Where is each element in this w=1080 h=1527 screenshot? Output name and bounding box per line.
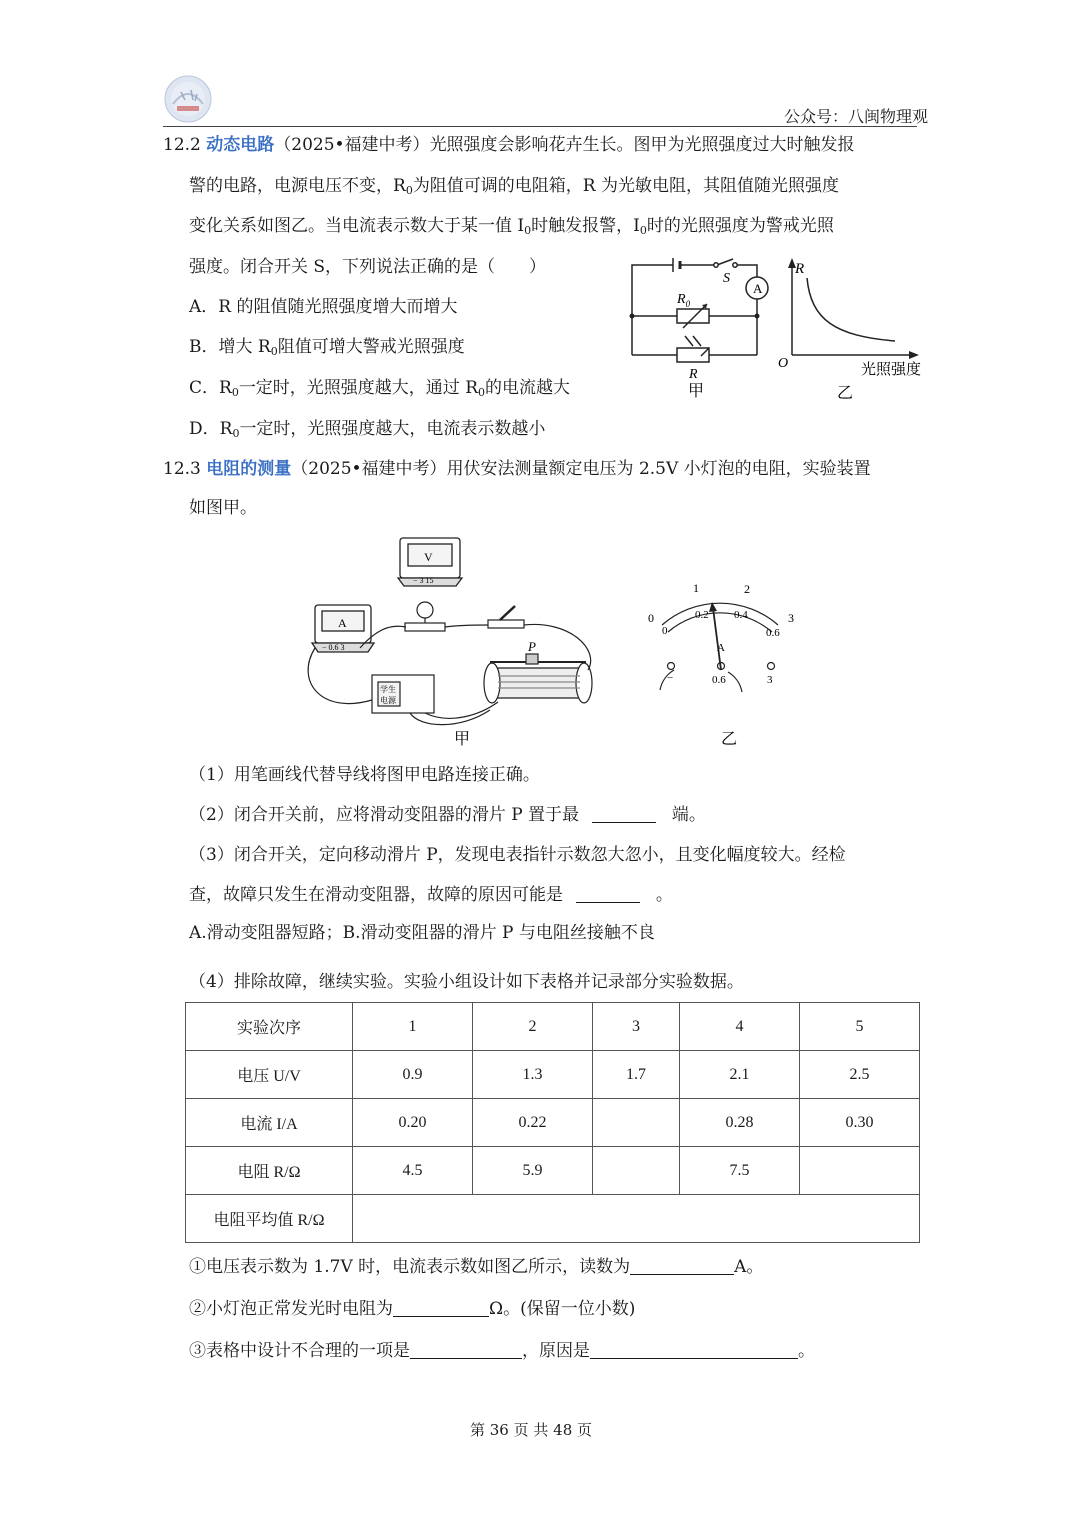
table-cell: 电流 I/A xyxy=(186,1099,353,1147)
q122-text: 光照强度会影响花卉生长。图甲为光照强度过大时触发报 xyxy=(429,135,855,155)
slider-p-label: P xyxy=(528,639,536,654)
dial-top-2: 2 xyxy=(744,582,750,596)
switch-label: S xyxy=(723,271,730,286)
q123-sub3 xyxy=(189,1340,815,1362)
table-cell: 电阻 R/Ω xyxy=(186,1147,353,1195)
axis-x-label: 光照强度 xyxy=(861,362,922,378)
sub2-text: ②小灯泡正常发光时电阻为 xyxy=(189,1299,393,1319)
part2-text: （2）闭合开关前，应将滑动变阻器的滑片 P 置于最 xyxy=(189,805,580,825)
q123-figure xyxy=(300,530,820,752)
table-row xyxy=(186,1147,920,1195)
answer-blank[interactable] xyxy=(630,1256,734,1275)
q122-option-a: A．R 的阻值随光照强度增大而增大 xyxy=(189,297,458,317)
sub3-mid: ，原因是 xyxy=(522,1341,590,1361)
sub1-tail: A。 xyxy=(734,1257,764,1277)
answer-blank[interactable] xyxy=(592,804,656,823)
q123-source: （2025•福建中考） xyxy=(291,459,447,479)
q122-source: （2025•福建中考） xyxy=(274,135,430,155)
option-b-a: B．增大 R xyxy=(189,337,271,357)
table-cell xyxy=(799,1147,919,1195)
answer-blank[interactable] xyxy=(590,1340,798,1359)
subscript: 0 xyxy=(270,345,278,358)
psu-label-2: 电源 xyxy=(380,696,396,705)
logo-seal xyxy=(163,74,213,124)
header-rule xyxy=(163,126,917,127)
q122-line2-a: 警的电路，电源电压不变，R xyxy=(189,176,406,196)
table-cell: 2.1 xyxy=(679,1051,799,1099)
table-row xyxy=(186,1003,920,1051)
q122-option-d xyxy=(189,418,545,445)
part3-text: 查，故障只发生在滑动变阻器，故障的原因可能是 xyxy=(189,885,563,905)
option-b-b: 阻值可增大警戒光照强度 xyxy=(277,337,465,357)
dial-terminal-06: 0.6 xyxy=(712,674,726,686)
q122-topic: 动态电路 xyxy=(206,135,275,155)
q122-line2 xyxy=(189,175,839,202)
answer-blank[interactable] xyxy=(410,1340,522,1359)
part2-tail: 端。 xyxy=(671,805,706,825)
r0-label: $R_0$ xyxy=(677,292,691,309)
switch xyxy=(488,606,524,628)
q123-part3-line2 xyxy=(189,884,673,906)
ammeter-terminals: − 0.6 3 xyxy=(322,643,345,652)
table-row xyxy=(186,1195,920,1243)
subscript: 0 xyxy=(232,427,240,440)
table-cell: 5 xyxy=(799,1003,919,1051)
table-cell: 0.22 xyxy=(473,1099,593,1147)
part3-tail: 。 xyxy=(655,885,673,905)
q122-option-b xyxy=(189,336,465,363)
sub1-text: ①电压表示数为 1.7V 时，电流表示数如图乙所示，读数为 xyxy=(189,1257,631,1277)
ammeter-label: A xyxy=(338,616,347,630)
q123-number: 12.3 xyxy=(163,459,201,479)
dial-terminal-3: 3 xyxy=(767,674,773,686)
sub3-text: ③表格中设计不合理的一项是 xyxy=(189,1341,410,1361)
q123-topic: 电阻的测量 xyxy=(206,459,292,479)
fig-yi: 乙 xyxy=(721,731,738,748)
option-d-b: 一定时，光照强度越大，电流表示数越小 xyxy=(239,419,546,439)
q122-line3-c: 时的光照强度为警戒光照 xyxy=(646,216,834,236)
ammeter-label: A xyxy=(753,281,763,296)
option-c-c: 的电流越大 xyxy=(485,378,571,398)
fig-jia: 甲 xyxy=(454,731,471,748)
table-cell: 0.20 xyxy=(353,1099,473,1147)
dial-bottom-0: 0 xyxy=(662,625,668,637)
header-account: 公众号：八闽物理观 xyxy=(784,107,929,126)
table-cell: 4 xyxy=(679,1003,799,1051)
q123-sub1 xyxy=(189,1256,763,1278)
origin-label: O xyxy=(778,356,789,371)
table-cell-average xyxy=(353,1195,920,1243)
power-supply xyxy=(372,675,434,713)
subscript: 0 xyxy=(478,386,486,399)
lamp xyxy=(405,602,445,631)
voltmeter-terminals: − 3 15 xyxy=(413,576,434,585)
table-cell: 0.9 xyxy=(353,1051,473,1099)
table-cell: 1 xyxy=(353,1003,473,1051)
table-cell: 电压 U/V xyxy=(186,1051,353,1099)
q123-line2: 如图甲。 xyxy=(189,498,257,518)
dial-top-3: 3 xyxy=(788,611,794,625)
page-footer: 第 36 页 共 48 页 xyxy=(470,1421,593,1439)
fig-yi: 乙 xyxy=(837,385,854,402)
answer-blank[interactable] xyxy=(576,884,640,903)
dial-needle-label: A xyxy=(717,642,725,654)
table-cell: 1.7 xyxy=(593,1051,680,1099)
q122-number: 12.2 xyxy=(163,135,201,155)
q123-line1 xyxy=(163,458,871,480)
table-cell: 1.3 xyxy=(473,1051,593,1099)
dial-top-1: 1 xyxy=(693,581,699,595)
table-cell: 3 xyxy=(593,1003,680,1051)
dial-bottom-1: 0.2 xyxy=(695,609,709,621)
q122-line4: 强度。闭合开关 S，下列说法正确的是（ ） xyxy=(189,257,547,277)
table-cell: 7.5 xyxy=(679,1147,799,1195)
table-cell: 5.9 xyxy=(473,1147,593,1195)
q122-line1 xyxy=(163,134,855,156)
subscript: 0 xyxy=(639,224,647,237)
fig-jia: 甲 xyxy=(688,383,705,400)
table-cell: 2.5 xyxy=(799,1051,919,1099)
data-table xyxy=(185,1002,920,1243)
subscript: 0 xyxy=(405,184,413,197)
q123-part1: （1）用笔画线代替导线将图甲电路连接正确。 xyxy=(189,765,540,785)
table-cell: 4.5 xyxy=(353,1147,473,1195)
table-cell xyxy=(593,1099,680,1147)
q122-line3-b: 时触发报警，I xyxy=(531,216,640,236)
voltmeter-label: V xyxy=(424,550,433,564)
table-cell: 2 xyxy=(473,1003,593,1051)
q123-text: 用伏安法测量额定电压为 2.5V 小灯泡的电阻，实验装置 xyxy=(446,459,871,479)
subscript: 0 xyxy=(524,224,532,237)
q123-part3-options: A.滑动变阻器短路；B.滑动变阻器的滑片 P 与电阻丝接触不良 xyxy=(189,923,655,943)
dial-top-0: 0 xyxy=(648,611,654,625)
q122-line2-b: 为阻值可调的电阻箱，R 为光敏电阻，其阻值随光照强度 xyxy=(412,176,840,196)
table-cell: 电阻平均值 R/Ω xyxy=(186,1195,353,1243)
q122-line3-a: 变化关系如图乙。当电流表示数大于某一值 I xyxy=(189,216,525,236)
dial-bottom-3: 0.6 xyxy=(766,627,780,639)
table-cell: 实验次序 xyxy=(186,1003,353,1051)
q123-sub2 xyxy=(189,1298,635,1320)
dial-bottom-2: 0.4 xyxy=(734,609,748,621)
table-row xyxy=(186,1051,920,1099)
q123-part4: （4）排除故障，继续实验。实验小组设计如下表格并记录部分实验数据。 xyxy=(189,972,744,992)
subscript: 0 xyxy=(231,386,239,399)
q123-part2 xyxy=(189,804,706,826)
axis-r-label: R xyxy=(795,261,805,277)
option-c-a: C．R xyxy=(189,378,232,398)
r-label: R xyxy=(689,367,698,382)
q122-line3 xyxy=(189,215,834,242)
answer-blank[interactable] xyxy=(393,1298,489,1317)
q122-option-c xyxy=(189,377,570,404)
dial-terminal-minus: − xyxy=(667,672,674,684)
rheostat xyxy=(484,654,592,703)
table-cell xyxy=(593,1147,680,1195)
table-cell: 0.28 xyxy=(679,1099,799,1147)
option-d-a: D．R xyxy=(189,419,233,439)
table-row xyxy=(186,1099,920,1147)
option-c-b: 一定时，光照强度越大，通过 R xyxy=(238,378,479,398)
sub2-tail: Ω。(保留一位小数) xyxy=(489,1299,636,1319)
table-cell: 0.30 xyxy=(799,1099,919,1147)
q122-figure xyxy=(625,250,945,405)
sub3-tail: 。 xyxy=(798,1341,815,1361)
psu-label-1: 学生 xyxy=(380,685,396,694)
q123-part3-line1: （3）闭合开关，定向移动滑片 P，发现电表指针示数忽大忽小，且变化幅度较大。经检 xyxy=(189,845,846,865)
